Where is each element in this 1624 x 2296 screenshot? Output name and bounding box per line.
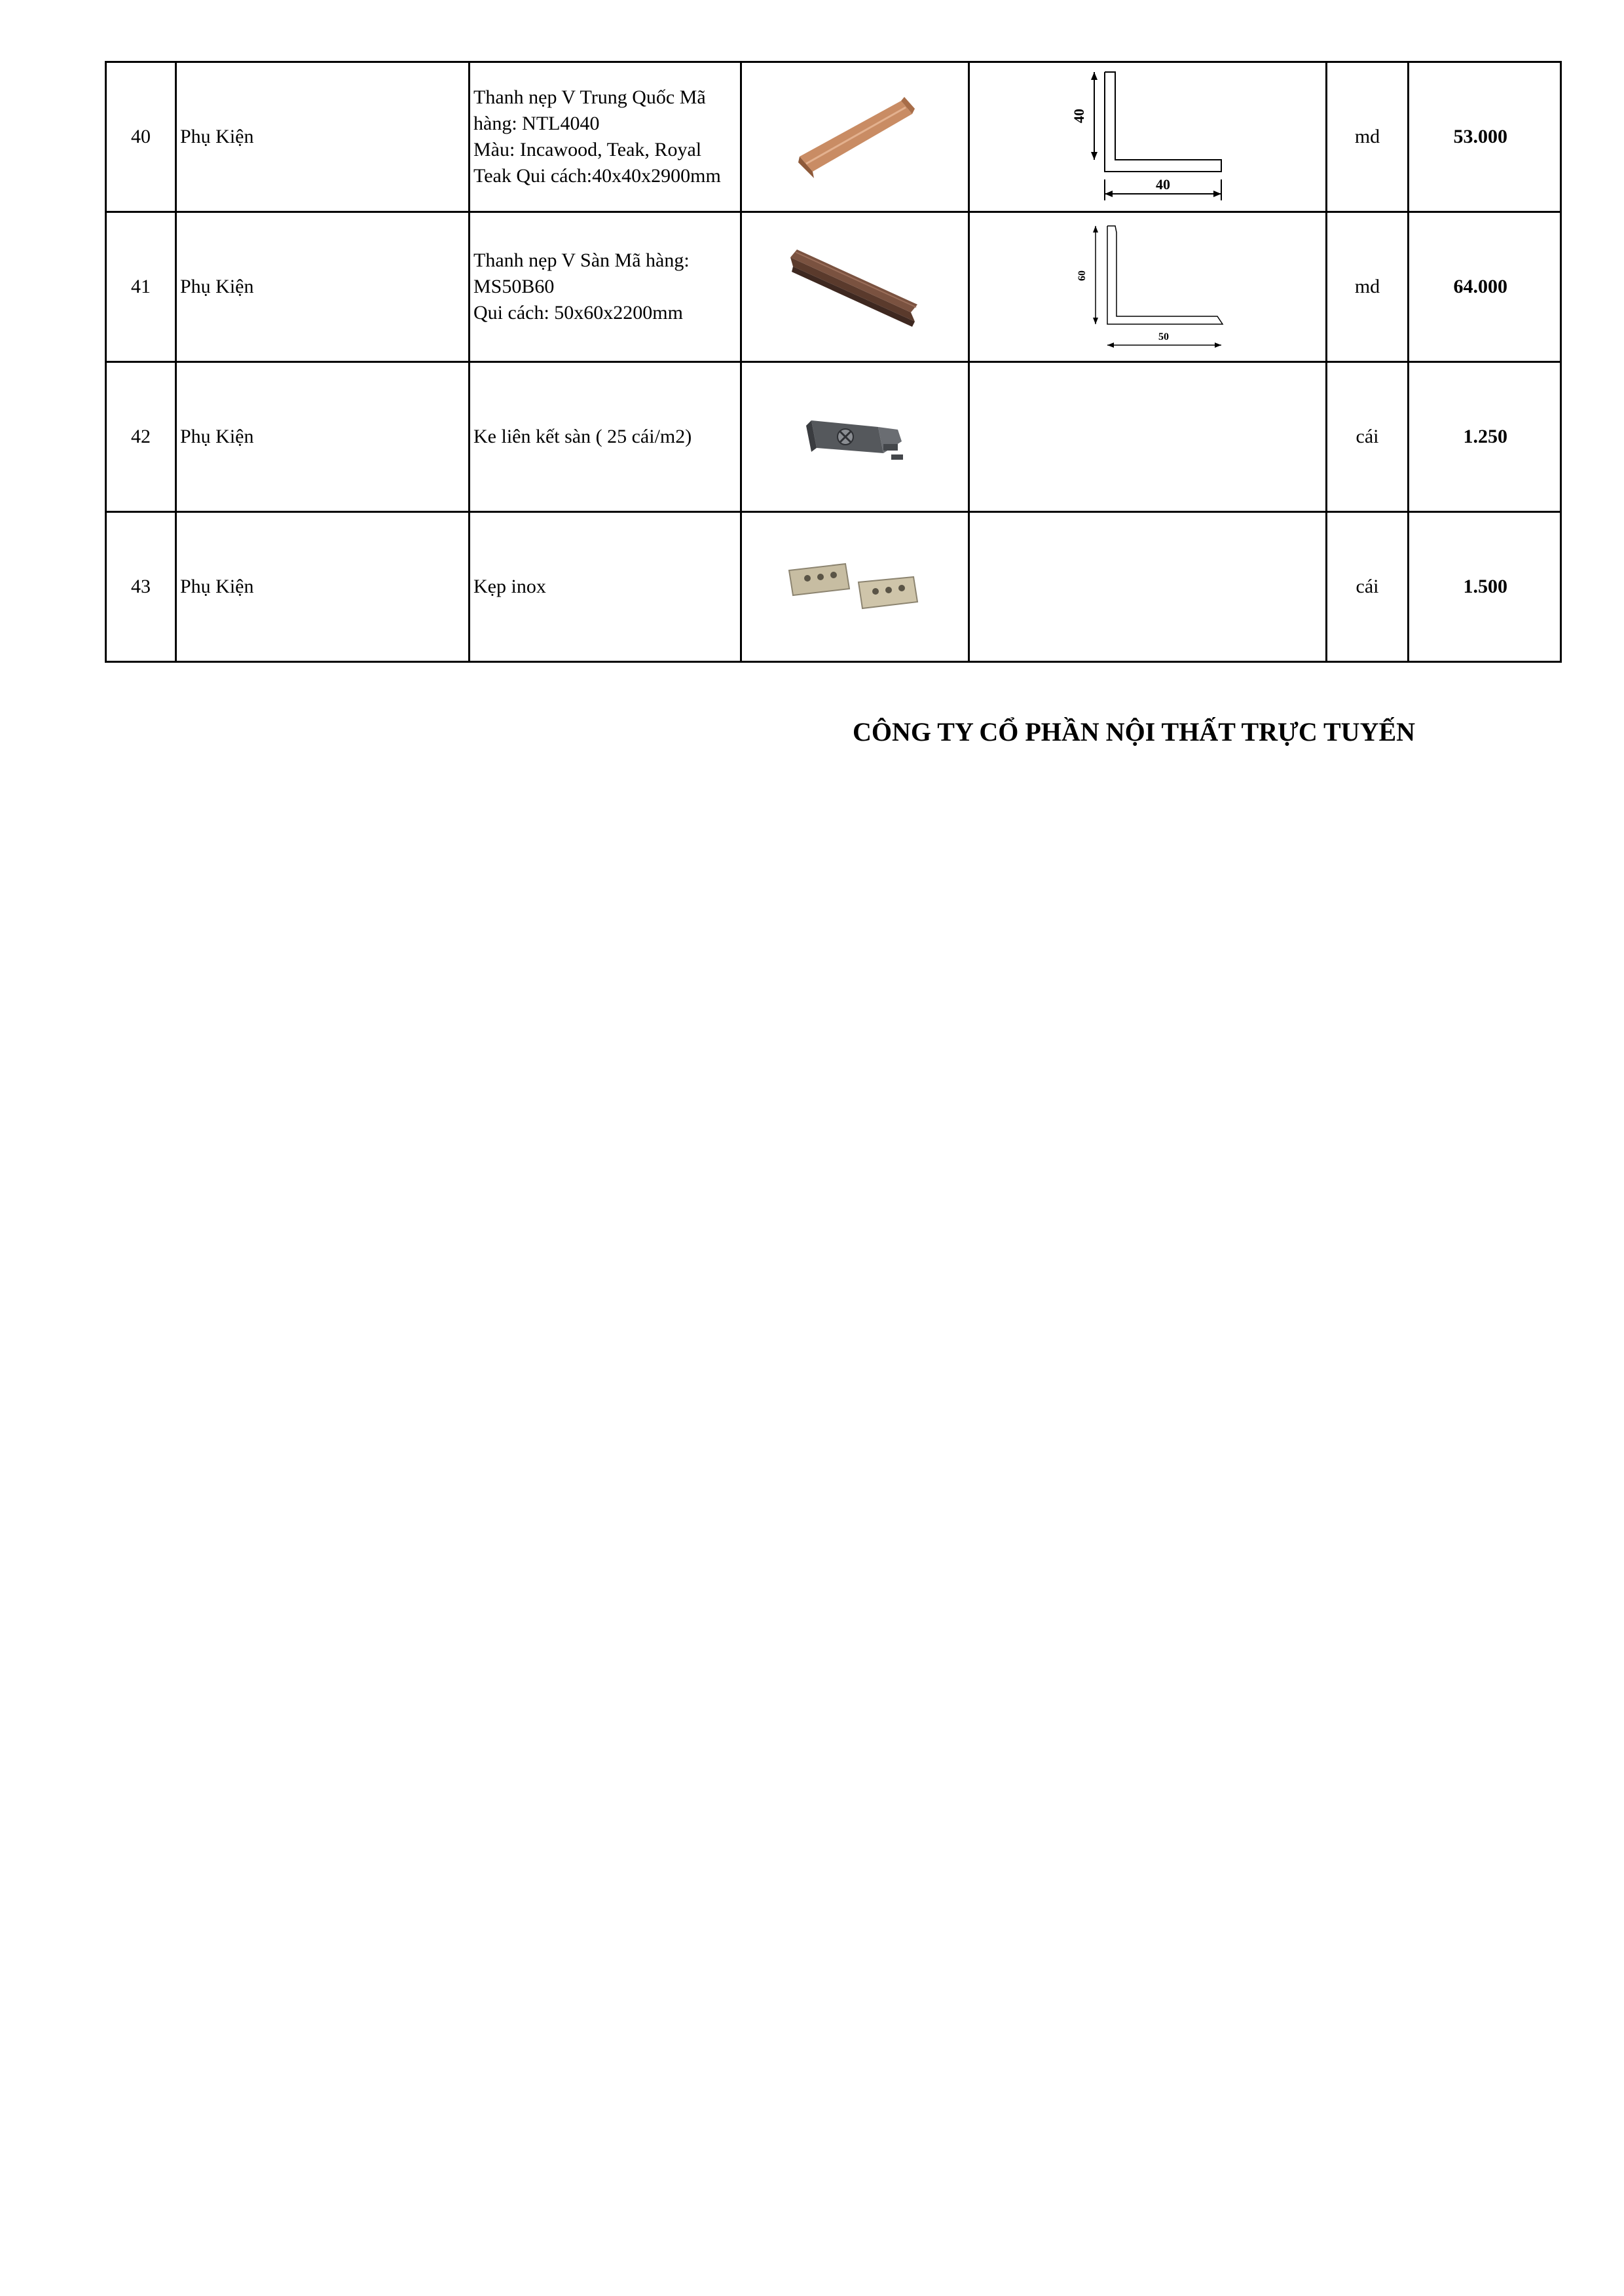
drawing-height-label: 40 [1070,109,1087,123]
product-image-cell [741,62,969,212]
product-image-cell [741,512,969,662]
price-cell: 1.250 [1409,362,1561,512]
description-cell: Ke liên kết sàn ( 25 cái/m2) [470,362,741,512]
profile-drawing-cell [969,512,1327,662]
table-row [106,362,1561,512]
drawing-width-label: 50 [1158,331,1169,343]
row-number: 41 [106,212,176,362]
price-cell: 1.500 [1409,512,1561,662]
profile-drawing-cell [969,62,1327,212]
description-cell: Kẹp inox [470,512,741,662]
price-cell: 64.000 [1409,212,1561,362]
row-number: 42 [106,362,176,512]
v-profile-floor-trim-icon [786,244,924,329]
table-row [106,62,1561,212]
category-cell: Phụ Kiện [176,212,470,362]
table-row [106,212,1561,362]
unit-cell: cái [1327,512,1409,662]
v-profile-drawing-40x40 [1069,67,1227,207]
table-row [106,512,1561,662]
floor-connector-clip-icon [800,401,911,473]
drawing-width-label: 40 [1155,176,1170,193]
unit-cell: md [1327,212,1409,362]
v-profile-trim-teak-icon [793,94,917,179]
category-cell: Phụ Kiện [176,362,470,512]
unit-cell: cái [1327,362,1409,512]
company-name: CÔNG TY CỔ PHẦN NỘI THẤT TRỰC TUYẾN [853,717,1416,747]
v-profile-drawing-50x60 [1069,217,1227,357]
description-cell: Thanh nẹp V Sàn Mã hàng: MS50B60 Qui cách: 50x60x2200mm [470,212,741,362]
price-table [105,61,1562,663]
category-cell: Phụ Kiện [176,62,470,212]
price-cell: 53.000 [1409,62,1561,212]
profile-drawing-cell [969,362,1327,512]
stainless-clip-icon [780,551,931,623]
description-cell: Thanh nẹp V Trung Quốc Mã hàng: NTL4040 Màu: Incawood, Teak, Royal Teak Qui cách:40x40x2900mm [470,62,741,212]
drawing-height-label: 60 [1076,270,1088,281]
unit-cell: md [1327,62,1409,212]
product-image-cell [741,362,969,512]
category-cell: Phụ Kiện [176,512,470,662]
row-number: 43 [106,512,176,662]
profile-drawing-cell [969,212,1327,362]
product-image-cell [741,212,969,362]
row-number: 40 [106,62,176,212]
